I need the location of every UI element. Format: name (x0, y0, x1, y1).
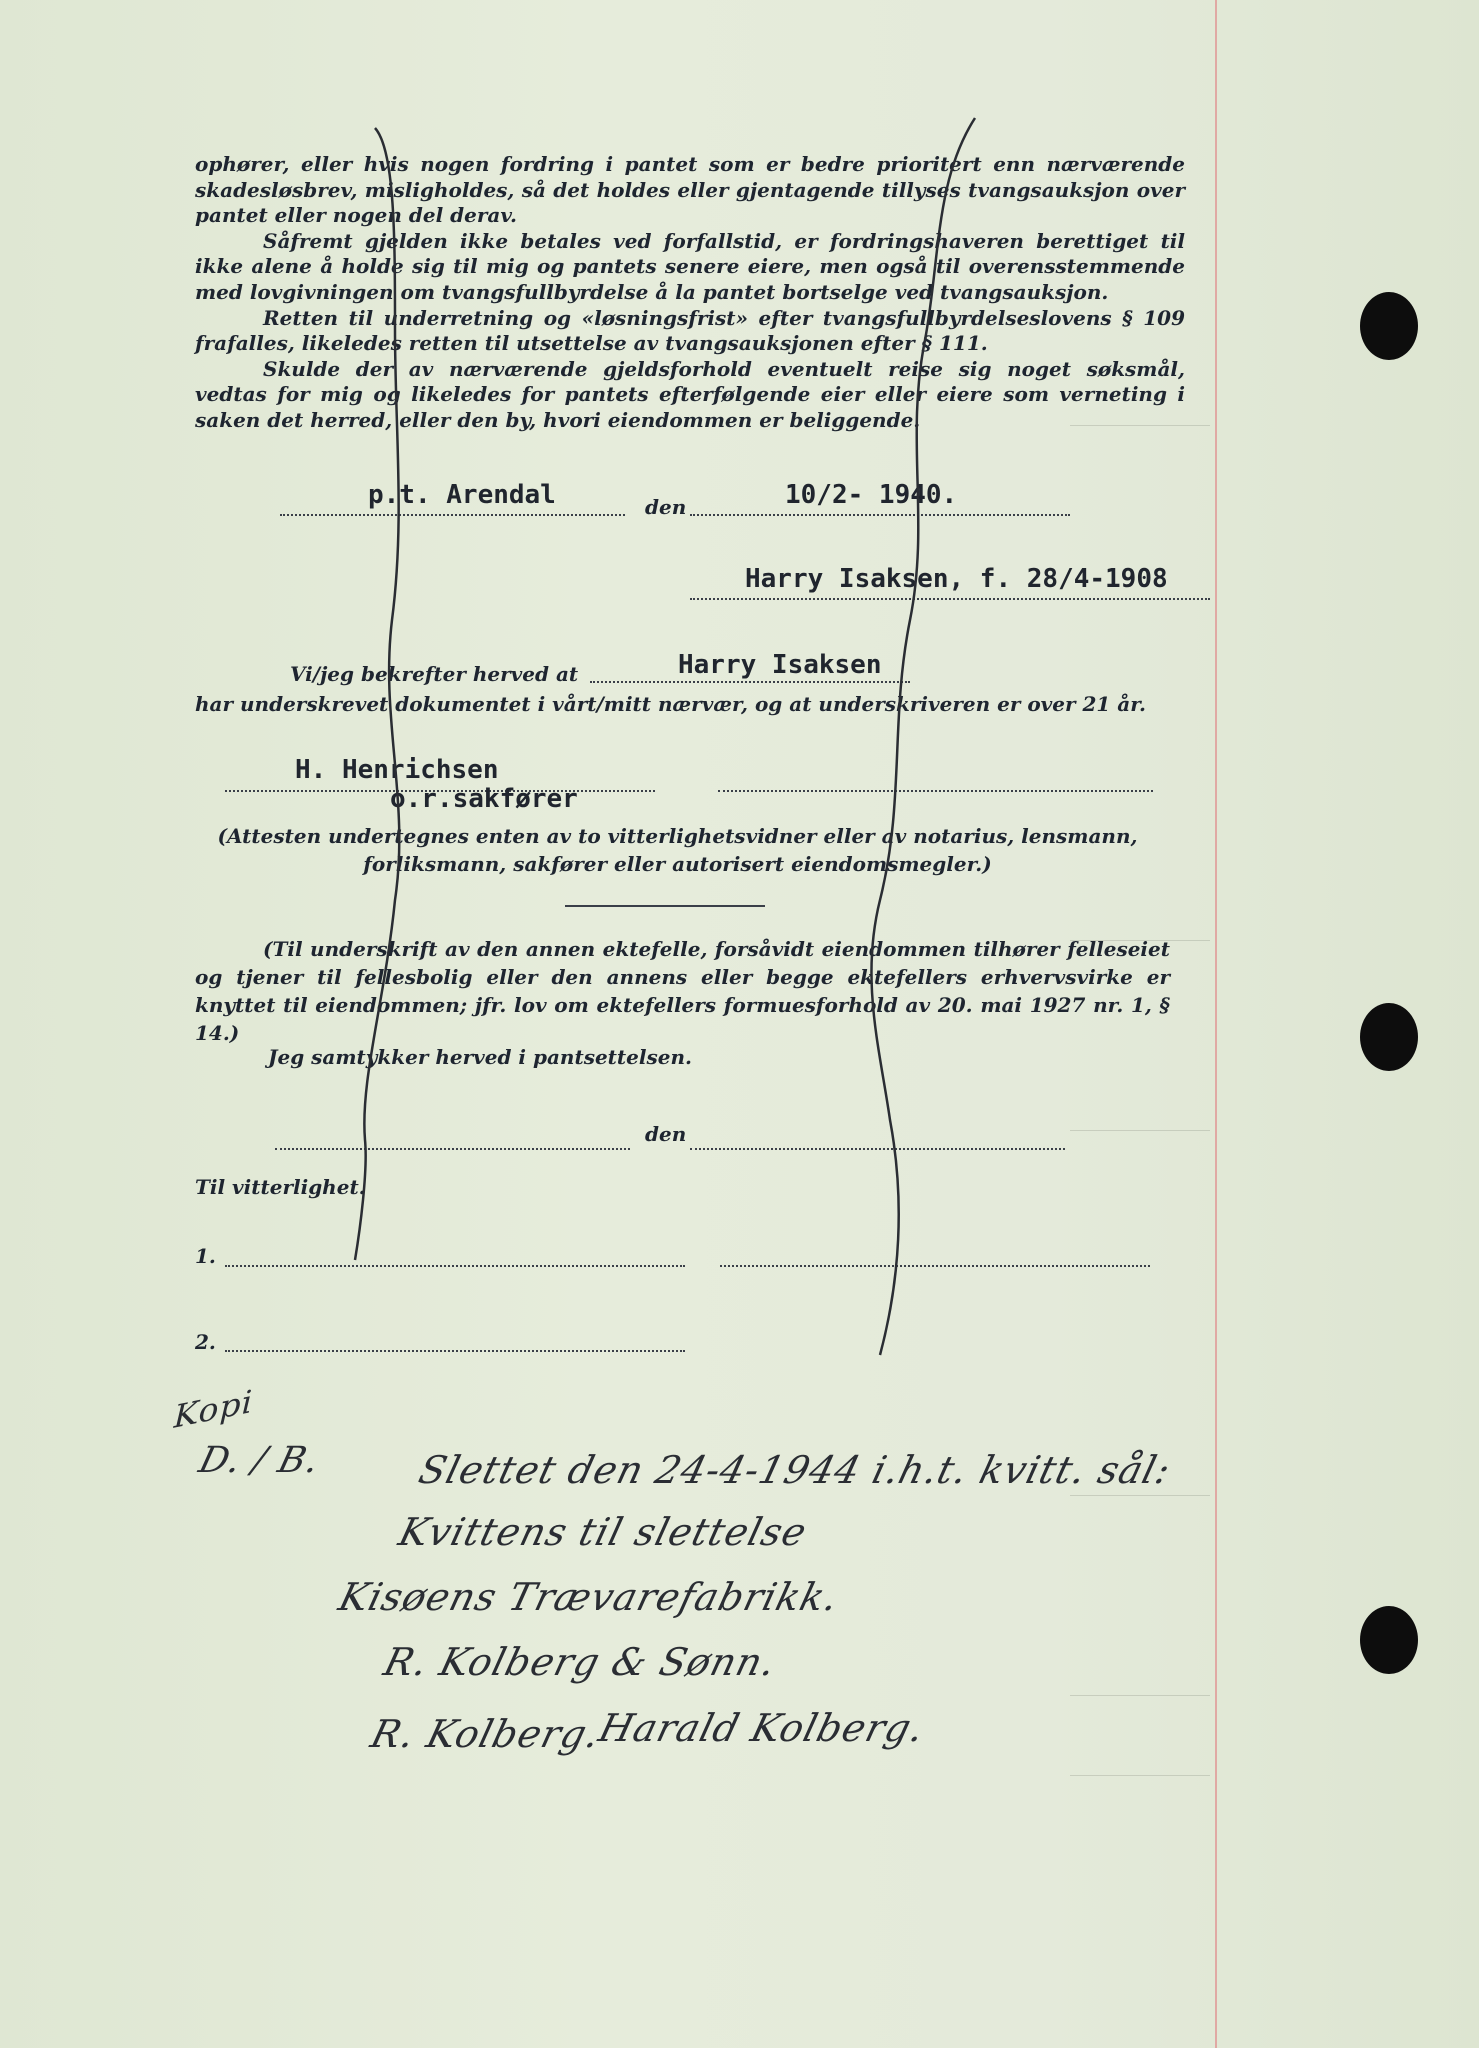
handwritten-company: Kisøens Trævarefabrikk. (334, 1575, 844, 1619)
witness-name: H. Henrichsen (295, 755, 499, 785)
strike-line-right (871, 118, 975, 1355)
consent-text: Jeg samtykker herved i pantsettelsen. (268, 1045, 692, 1069)
attestation-line2: har underskrevet dokumentet i vårt/mitt nærvær, og at underskriveren er over 21 år. (195, 692, 1146, 716)
paragraph-2: Såfremt gjelden ikke betales ved forfallstid, er fordringshaveren berettiget til ikke alene å holde sig til mig og pantets senere eiere, men også til overensstemmende med lovgivningen om tvangsfullbyrdelse å la pantet bortselge ved tvangsauksjon. (195, 228, 1185, 304)
signing-place: p.t. Arendal (368, 480, 556, 510)
strike-line-left (355, 128, 399, 1260)
handwritten-copy-mark: Kopi (173, 1382, 254, 1436)
spouse-den-label: den (645, 1122, 687, 1146)
handwritten-company-2: R. Kolberg & Sønn. (379, 1640, 781, 1684)
attestation-prefix: Vi/jeg bekrefter herved at (290, 662, 579, 686)
attestation-note: (Attesten undertegnes enten av to vitterlighetsvidner eller av notarius, lensmann, forliksmann, sakfører eller autorisert eiendomsmegler.) (217, 824, 1138, 876)
handwritten-receipt-line: Kvittens til slettelse (394, 1510, 812, 1554)
date-den-label: den (645, 495, 687, 519)
handwritten-signature-1: R. Kolberg. (366, 1712, 606, 1756)
paragraph-3: Retten til underretning og «løsningsfrist» efter tvangsfullbyrdelseslovens § 109 frafalles, likeledes retten til utsettelse av tvangsauksjonen efter § 111. (195, 305, 1185, 356)
handwritten-signature-2: Harald Kolberg. (594, 1706, 930, 1750)
witness-1-number: 1. (195, 1244, 216, 1268)
paragraph-1: ophører, eller hvis nogen fordring i pantet som er bedre prioritert enn nærværende skadesløsbrev, misligholdes, så det holdes eller gjentagende tillyses tvangsauksjon over pantet eller nogen del derav. (195, 152, 1185, 228)
spouse-note: (Til underskrift av den annen ektefelle, forsåvidt eiendommen tilhører felleseiet og tjener til fellesbolig eller den annens eller begge ektefellers erhvervsvirke er knyttet til eiendommen; jfr. lov om ektefellers formuesforhold av 20. mai 1927 nr. 1, § 14.) (195, 937, 1170, 1045)
debtor-signature: Harry Isaksen, f. 28/4-1908 (745, 564, 1168, 594)
signing-date: 10/2- 1940. (785, 480, 958, 510)
handwritten-deletion-note: Slettet den 24-4-1944 i.h.t. kvitt. sål: (414, 1448, 1176, 1492)
paragraph-4: Skulde der av nærværende gjeldsforhold eventuelt reise sig noget søksmål, vedtas for mig og likeledes for pantets efterfølgende eier eller eiere som verneting i saken det herred, eller den by, hvori eiendommen er beliggende. (195, 356, 1185, 432)
witness-title: o.r.sakfører (390, 784, 578, 814)
attested-name: Harry Isaksen (678, 650, 882, 680)
witness-heading: Til vitterlighet. (195, 1175, 366, 1199)
witness-2-number: 2. (195, 1330, 216, 1354)
handwritten-initials: D. / B. (194, 1440, 325, 1481)
